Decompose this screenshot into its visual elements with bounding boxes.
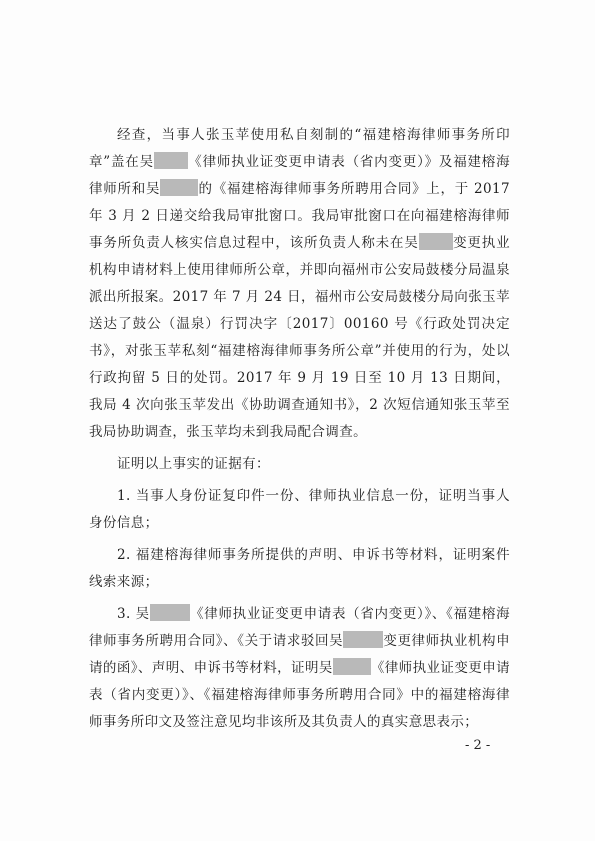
page-number: - 2 - — [465, 738, 491, 753]
redaction-block — [343, 631, 383, 648]
paragraph-facts — [89, 122, 510, 446]
redaction-block — [333, 658, 371, 675]
text-segment: 的《福建榕海律师事务所聘用合同》上，于 2017 年 3 月 2 日递交给我局审批窗口。我局审批窗口在向福建榕海律师事务所负责人核实信息过程中，该所负责人称未在吴 — [89, 181, 511, 251]
paragraph-evidence-2: 2. 福建榕海律师事务所提供的声明、申诉书等材料，证明案件线索来源； — [89, 547, 510, 590]
redaction-block — [160, 179, 198, 196]
redaction-block — [419, 233, 453, 250]
text-segment: 《律师执业证变更申请表（省内变更）》及福建榕海律师所和吴 — [89, 154, 511, 197]
paragraph-evidence-1: 1. 当事人身份证复印件一份、律师执业信息一份，证明当事人身份信息； — [89, 488, 510, 531]
redaction-block — [154, 152, 188, 169]
paragraph-evidence-heading: 证明以上事实的证据有： — [117, 456, 270, 472]
document-body — [89, 122, 510, 741]
text-segment: 变更执业机构申请材料上使用律师所公章，并即向福州市公安局鼓楼分局温泉派出所报案。2017 年 7 月 24 日，福州市公安局鼓楼分局向张玉苹送达了鼓公（温泉）行罚决字〔2017〕00160 号《行政处罚决定书》，对张玉苹私刻“福建榕海律师事务所公章”并使用的行为，处以行政拘留 5 日的处罚。2017 年 9 月 19 日至 10 月 13 日期间，我局 4 次向张玉苹发出《协助调查通知书》，2 次短信通知张玉苹至我局协助调查，张玉苹均未到我局配合调查。 — [89, 235, 510, 440]
text-segment: 3. 吴 — [117, 606, 150, 622]
text-segment: 《律师执业证变更申请表（省内变更）》、《福建榕海律师事务所聘用合同》、《关于请求驳回吴 — [89, 606, 510, 649]
text-segment: 《律师执业证变更申请表（省内变更）》、《福建榕海律师事务所聘用合同》中的福建榕海律师事务所印文及签注意见均非该所及其负责人的真实意思表示； — [89, 660, 511, 730]
redaction-block — [150, 604, 190, 621]
text-segment: 变更律师执业机构申请的函》、声明、申诉书等材料，证明吴 — [89, 633, 510, 676]
paragraph-evidence-3 — [89, 601, 510, 736]
text-segment: 经查，当事人张玉苹使用私自刻制的“福建榕海律师事务所印章”盖在吴 — [89, 127, 510, 170]
